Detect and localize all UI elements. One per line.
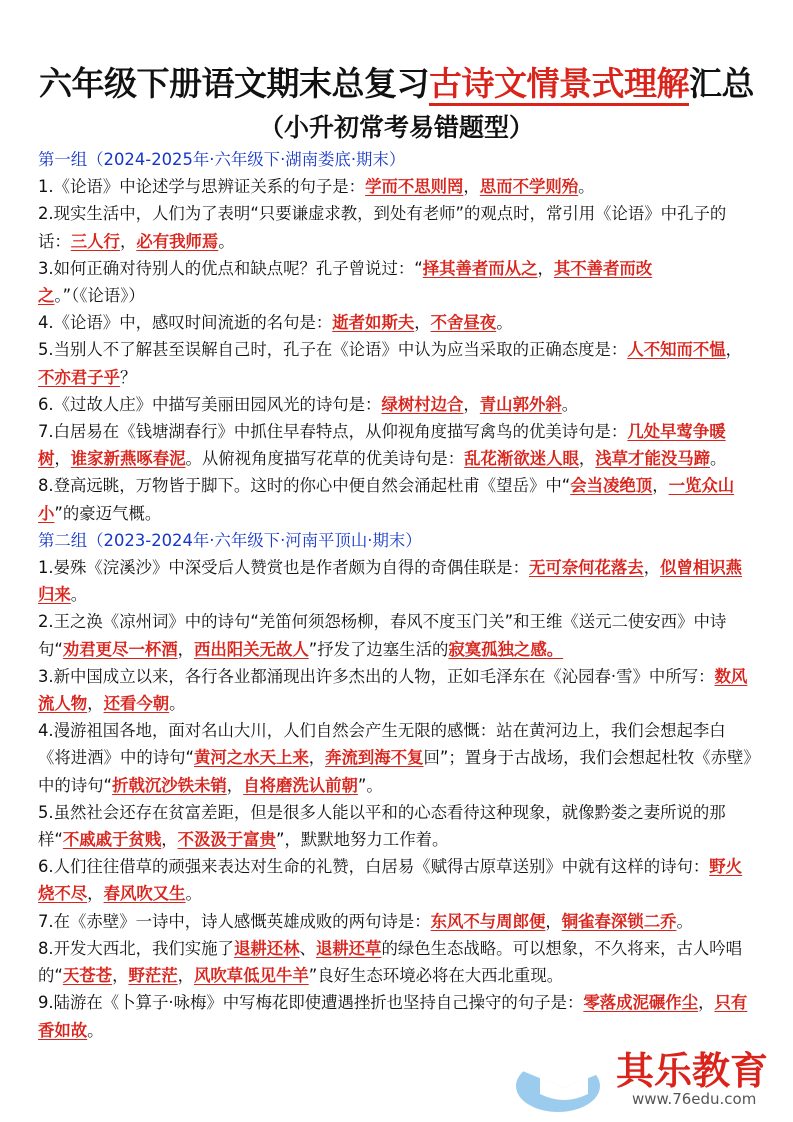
question-item — [38, 608, 758, 662]
question-text: 。 — [578, 177, 595, 197]
answer-text: 东风不与周郎便 — [430, 911, 546, 931]
question-text: 6.《过故人庄》中描写美丽田园风光的诗句是： — [38, 394, 382, 414]
question-text: 。 — [169, 694, 186, 714]
question-text: 8.登高远眺，万物皆于脚下。这时的你心中便自然会涌起杜甫《望岳》中“ — [38, 476, 571, 496]
question-item — [38, 309, 758, 336]
question-text: ”，默默地努力工作着。 — [275, 830, 449, 850]
group-heading: 第一组（2024-2025年·六年级下·湖南娄底·期末） — [38, 150, 406, 169]
question-text: 。 — [710, 449, 727, 469]
question-text: 。 — [561, 394, 579, 414]
answer-text: 寂寞孤独之感。 — [448, 639, 564, 659]
question-text: ， — [578, 449, 596, 469]
question-item — [38, 717, 758, 799]
question-text: ”抒发了边塞生活的 — [308, 639, 449, 659]
question-text: 7.在《赤壁》一诗中，诗人感慨英雄成败的两句诗是： — [38, 911, 431, 931]
question-item — [38, 935, 758, 989]
question-text: 。 — [676, 911, 693, 931]
question-item — [38, 336, 758, 390]
answer-text: 风吹草低见牛羊 — [194, 966, 309, 986]
answer-text: 几处早莺争暖树 — [38, 422, 726, 469]
answer-text: 零落成泥碾作尘 — [583, 993, 699, 1013]
answer-text: 春风吹又生 — [103, 884, 186, 904]
question-text: 4.《论语》中，感叹时间流逝的名句是： — [38, 313, 333, 333]
question-text: 9.陆游在《卜算子·咏梅》中写梅花即使遭遇挫折也坚持自己操守的句子是： — [38, 993, 584, 1013]
graduation-cap-icon — [516, 1044, 612, 1114]
question-text: ， — [119, 231, 137, 251]
question-item — [38, 799, 758, 853]
answer-text: 铜雀春深锁二乔 — [561, 911, 677, 931]
answer-text: 会当凌绝顶 — [570, 476, 653, 496]
question-item — [38, 255, 758, 309]
question-text: ， — [463, 394, 480, 414]
question-text: 。”（《论语》） — [54, 286, 145, 306]
answer-text: 只有香如故 — [38, 993, 748, 1040]
page-subtitle: （小升初常考易错题型） — [258, 113, 534, 142]
question-text: 3.如何正确对待别人的优点和缺点呢？孔子曾说过：“ — [38, 258, 423, 278]
answer-text: 思而不学则殆 — [479, 177, 579, 197]
question-text: 3.新中国成立以来，各行各业都涌现出许多杰出的人物，正如毛泽东在《沁园春·雪》中所写： — [38, 666, 715, 686]
question-text: ， — [87, 884, 104, 904]
question-text: ， — [643, 558, 661, 578]
answer-text: 西出阳关无故人 — [194, 639, 309, 659]
answer-text: 奔流到海不复 — [325, 748, 424, 768]
question-item — [38, 391, 758, 418]
question-text: 5.虽然社会还存在贫富差距，但是很多人能以平和的心态看待这种现象，就像黔娄之妻所说的那样“ — [38, 802, 726, 850]
answer-text: 退耕还草 — [315, 938, 382, 958]
answer-text: 不汲汲于富贵 — [177, 830, 276, 850]
question-text: 的绿色生态战略。可以想象，不久将来，古人吟唱的“ — [38, 938, 743, 986]
question-text: 回”；置身于古战场，我们会想起杜牧《赤壁》中的诗句“ — [38, 748, 752, 795]
question-text: 2.现实生活中，人们为了表明“只要谦虚求教，到处有老师”的观点时，常引用《论语》中孔子的话： — [38, 204, 727, 251]
question-text: 4.漫游祖国各地，面对名山大川，人们自然会产生无限的感慨：站在黄河边上，我们会想起李白《将进酒》中的诗句“ — [38, 721, 726, 768]
answer-text: 三人行 — [70, 231, 120, 251]
answer-text: 劝君更尽一杯酒 — [62, 639, 178, 659]
watermark-brand: 其乐教育 — [616, 1049, 769, 1093]
question-text: ， — [54, 449, 71, 469]
question-text: 6.人们往往借草的顽强来表达对生命的礼赞，白居易《赋得古原草送别》中就有这样的诗句： — [38, 857, 710, 877]
answer-text: 一览众山小 — [38, 476, 735, 523]
question-text: ”。 — [357, 775, 383, 795]
question-text: 。从俯视角度描写花草的优美诗句是： — [185, 449, 465, 469]
question-text: ”良好生态环境必将在大西北重现。 — [308, 966, 564, 986]
question-text: ， — [226, 775, 244, 795]
answer-text: 野茫茫 — [128, 966, 178, 986]
answer-text: 黄河之水天上来 — [194, 748, 309, 768]
answer-text: 不亦君子乎 — [38, 367, 120, 387]
question-text: 、 — [299, 938, 316, 958]
question-text: ”的豪迈气概。 — [54, 503, 162, 523]
question-text: ， — [463, 177, 480, 197]
answer-text: 不戚戚于贫贱 — [62, 830, 162, 850]
answer-text: 退耕还林 — [233, 938, 300, 958]
answer-text: 野火烧不尽 — [38, 857, 743, 904]
question-item — [38, 200, 758, 254]
question-item — [38, 173, 758, 200]
brand-watermark — [510, 1038, 793, 1122]
answer-text: 似曾相识燕归来 — [38, 558, 743, 605]
question-text: 8.开发大西北，我们实施了 — [38, 938, 234, 958]
question-text: ， — [177, 639, 195, 659]
question-text: 5.当别人不了解甚至误解自己时，孔子在《论语》中认为应当采取的正确态度是： — [38, 340, 628, 360]
answer-text: 择其善者而从之 — [422, 258, 538, 278]
page-title — [0, 58, 793, 105]
answer-text: 逝者如斯夫 — [332, 313, 415, 333]
title-post: 汇总 — [689, 64, 754, 103]
question-item — [38, 472, 758, 526]
question-item — [38, 853, 758, 907]
question-text: ， — [87, 694, 104, 714]
question-text: ， — [414, 313, 431, 333]
question-item — [38, 418, 758, 472]
question-text: 。 — [70, 585, 88, 605]
question-item — [38, 989, 758, 1043]
question-text: ， — [112, 966, 129, 986]
answer-text: 不舍昼夜 — [430, 313, 497, 333]
question-item — [38, 663, 758, 717]
answer-text: 浅草才能没马蹄 — [595, 449, 711, 469]
question-text: 。 — [87, 1020, 104, 1040]
question-item — [38, 908, 758, 935]
question-text: 1.《论语》中论述学与思辨证关系的句子是： — [38, 177, 366, 197]
question-text: 。 — [185, 884, 202, 904]
question-item — [38, 554, 758, 608]
title-highlight: 古诗文情景式理解 — [429, 64, 689, 106]
answer-text: 天苍苍 — [62, 966, 113, 986]
title-pre: 六年级下册语文期末总复习 — [39, 64, 429, 103]
question-text: ？ — [119, 367, 137, 387]
answer-text: 学而不思则罔 — [365, 177, 464, 197]
question-text: 1.晏殊《浣溪沙》中深受后人赞赏也是作者颇为自得的奇偶佳联是： — [38, 558, 529, 578]
question-content — [38, 146, 758, 1044]
watermark-url: www.76edu.com — [632, 1090, 757, 1108]
question-text: 2.王之涣《凉州词》中的诗句“羌笛何须怨杨柳，春风不度玉门关”和王维《送元二使安西》中诗句“ — [38, 612, 727, 659]
answer-text: 其不善者而改之 — [38, 258, 653, 306]
answer-text: 谁家新燕啄春泥 — [70, 449, 186, 469]
answer-text: 必有我师焉 — [136, 231, 219, 251]
answer-text: 折戟沉沙铁未销 — [112, 775, 227, 795]
question-text: 。 — [218, 231, 235, 251]
question-text: ， — [698, 993, 715, 1013]
answer-text: 还看今朝 — [103, 694, 170, 714]
answer-text: 无可奈何花落去 — [528, 558, 644, 578]
answer-text: 乱花渐欲迷人眼 — [464, 449, 579, 469]
question-text: ， — [545, 911, 562, 931]
question-text: ， — [652, 476, 669, 496]
answer-text: 数风流人物 — [38, 666, 748, 714]
question-text: ， — [537, 258, 554, 278]
question-text: 7.白居易在《钱塘湖春行》中抓住早春特点，从仰视角度描写禽鸟的优美诗句是： — [38, 422, 628, 442]
question-text: ， — [177, 966, 195, 986]
answer-text: 青山郭外斜 — [479, 394, 562, 414]
question-text: ， — [161, 830, 178, 850]
question-text: ， — [725, 340, 743, 360]
answer-text: 自将磨洗认前朝 — [243, 775, 358, 795]
answer-text: 人不知而不愠 — [627, 340, 726, 360]
question-text: ， — [308, 748, 326, 768]
group-heading: 第二组（2023-2024年·六年级下·河南平顶山·期末） — [38, 530, 422, 550]
answer-text: 绿树村边合 — [381, 394, 464, 414]
question-text: 。 — [496, 313, 513, 333]
